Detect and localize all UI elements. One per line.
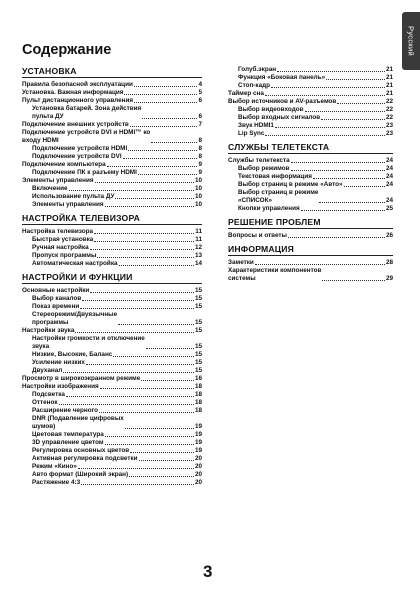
dot-leader	[291, 170, 385, 171]
dot-leader	[115, 198, 194, 199]
toc-entry-title: Установка батарей. Зона действия пульта ДУ	[32, 105, 142, 120]
toc-list	[228, 232, 393, 240]
toc-entry[interactable]	[22, 471, 202, 479]
toc-entry[interactable]	[22, 447, 202, 455]
section-heading: РЕШЕНИЕ ПРОБЛЕМ	[228, 217, 393, 229]
toc-section	[22, 213, 202, 268]
toc-entry-page: 20	[194, 455, 202, 462]
toc-entry-page: 10	[194, 201, 202, 208]
toc-entry-title: Lip Sync	[238, 130, 265, 137]
toc-entry-title: Быстрая установка	[32, 236, 94, 243]
dot-leader	[78, 468, 194, 469]
toc-entry[interactable]	[228, 259, 393, 267]
toc-entry-page: 24	[385, 165, 393, 172]
toc-entry-title: Подключение ПК к разъему HDMI	[32, 169, 137, 176]
dot-leader	[146, 348, 194, 349]
toc-entry-title: Выбор страниц в режиме «СПИСОК»	[238, 189, 319, 204]
dot-leader	[322, 280, 385, 281]
toc-entry-title: Просмотр в широкоэкранном режиме	[22, 375, 141, 382]
toc-section	[228, 217, 393, 240]
toc-entry-title: Заметки	[228, 259, 254, 266]
dot-leader	[265, 135, 385, 136]
toc-entry[interactable]	[22, 367, 202, 375]
toc-entry-page: 20	[194, 463, 202, 470]
dot-leader	[97, 257, 194, 258]
dot-leader	[90, 292, 194, 293]
section-heading: ИНФОРМАЦИЯ	[228, 244, 393, 256]
toc-entry[interactable]	[228, 165, 393, 173]
toc-entry[interactable]	[22, 81, 202, 89]
toc-entry[interactable]	[228, 122, 393, 130]
dot-leader	[301, 210, 385, 211]
toc-entry[interactable]	[228, 106, 393, 114]
toc-entry[interactable]	[22, 145, 202, 153]
toc-entry[interactable]	[22, 327, 202, 335]
toc-entry-title: Подключение внешних устройств	[22, 121, 129, 128]
toc-entry[interactable]	[228, 181, 393, 189]
toc-entry-page: 15	[194, 295, 202, 302]
toc-entry-title: Выбор видеовходов	[238, 106, 304, 113]
toc-entry-title: Использование пульта ДУ	[32, 193, 115, 200]
toc-section	[228, 66, 393, 138]
toc-entry-title: Правила безопасной эксплуатации	[22, 81, 133, 88]
toc-entry[interactable]	[22, 439, 202, 447]
toc-entry-title: Ручная настройка	[32, 244, 89, 251]
toc-entry-page: 15	[194, 343, 202, 350]
toc-entry[interactable]	[22, 431, 202, 439]
toc-entry[interactable]	[22, 479, 202, 487]
toc-entry[interactable]	[228, 130, 393, 138]
toc-entry-title: Подсветка	[32, 391, 65, 398]
toc-entry-title: Подключение компьютера	[22, 161, 106, 168]
dot-leader	[139, 460, 194, 461]
toc-entry-title: Двуханал	[32, 367, 63, 374]
dot-leader	[105, 444, 194, 445]
toc-entry[interactable]	[22, 287, 202, 295]
toc-entry-title: Включение	[32, 185, 68, 192]
toc-entry-page: 20	[194, 471, 202, 478]
dot-leader	[59, 404, 194, 405]
toc-list	[228, 66, 393, 138]
toc-entry-title: Функция «Боковая панель»	[238, 74, 326, 81]
toc-entry[interactable]	[228, 74, 393, 82]
toc-entry-page: 15	[194, 303, 202, 310]
toc-entry-page: 8	[198, 137, 202, 144]
section-heading: УСТАНОВКА	[22, 66, 202, 78]
dot-leader	[69, 190, 194, 191]
toc-entry-page: 10	[194, 193, 202, 200]
toc-entry-page: 25	[385, 205, 393, 212]
toc-entry-page: 24	[385, 197, 393, 204]
toc-entry[interactable]	[22, 129, 202, 145]
toc-entry[interactable]	[228, 189, 393, 205]
toc-entry[interactable]	[22, 415, 202, 431]
toc-entry-title: Вопросы и ответы	[228, 232, 287, 239]
toc-entry-title: Кнопки управления	[238, 205, 300, 212]
dot-leader	[313, 178, 385, 179]
dot-leader	[319, 202, 384, 203]
dot-leader	[326, 79, 385, 80]
dot-leader	[128, 150, 197, 151]
dot-leader	[130, 452, 194, 453]
toc-entry-title: Выбор страниц в режиме «Авто»	[238, 181, 343, 188]
toc-entry-page: 18	[194, 407, 202, 414]
toc-entry-title: Авто формат (Широкий экран)	[32, 471, 129, 478]
toc-list	[22, 228, 202, 268]
toc-entry-page: 15	[194, 351, 202, 358]
dot-leader	[141, 380, 194, 381]
toc-entry-title: Автоматическая настройка	[32, 260, 118, 267]
dot-leader	[151, 142, 197, 143]
dot-leader	[305, 111, 385, 112]
dot-leader	[94, 233, 194, 234]
toc-entry[interactable]	[22, 105, 202, 121]
toc-entry[interactable]	[22, 463, 202, 471]
dot-leader	[82, 300, 194, 301]
toc-entry-title: DNR (Подавление цифровых шумов)	[32, 415, 124, 430]
dot-leader	[80, 308, 194, 309]
toc-entry-page: 9	[198, 161, 202, 168]
dot-leader	[129, 476, 194, 477]
toc-entry-page: 14	[194, 260, 202, 267]
dot-leader	[99, 412, 194, 413]
toc-entry-title: Таймер сна	[228, 90, 264, 97]
toc-entry-title: Подключение устройств HDMI	[32, 145, 128, 152]
toc-entry-page: 24	[385, 173, 393, 180]
toc-entry-page: 24	[385, 181, 393, 188]
toc-entry-title: Усиление низких	[32, 359, 85, 366]
toc-entry-title: Характеристики компонентов системы	[228, 267, 322, 282]
toc-entry[interactable]	[22, 383, 202, 391]
toc-entry[interactable]	[228, 98, 393, 106]
toc-entry-page: 19	[194, 447, 202, 454]
toc-entry[interactable]	[22, 335, 202, 351]
toc-entry[interactable]	[22, 177, 202, 185]
toc-entry[interactable]	[228, 267, 393, 283]
toc-entry-page: 19	[194, 439, 202, 446]
dot-leader	[94, 241, 194, 242]
toc-entry-page: 23	[385, 130, 393, 137]
dot-leader	[86, 364, 194, 365]
dot-leader	[100, 388, 194, 389]
language-label: Русский	[406, 26, 416, 56]
toc-list	[22, 287, 202, 487]
toc-entry-page: 6	[198, 113, 202, 120]
toc-entry-page: 21	[385, 90, 393, 97]
toc-entry-title: Расширение черного	[32, 407, 99, 414]
toc-entry[interactable]	[22, 351, 202, 359]
toc-section	[228, 244, 393, 283]
dot-leader	[255, 264, 385, 265]
toc-list	[228, 157, 393, 213]
toc-entry[interactable]	[22, 455, 202, 463]
toc-entry[interactable]	[228, 90, 393, 98]
toc-entry[interactable]	[22, 295, 202, 303]
toc-entry-page: 4	[198, 81, 202, 88]
toc-entry-title: Подключение устройств DVI и HDMI™ ко входу HDMI	[22, 129, 151, 144]
toc-entry[interactable]	[22, 121, 202, 129]
dot-leader	[291, 162, 385, 163]
toc-entry[interactable]	[22, 185, 202, 193]
toc-entry[interactable]	[22, 303, 202, 311]
dot-leader	[66, 396, 194, 397]
toc-entry[interactable]	[22, 228, 202, 236]
toc-entry-title: Оттенок	[32, 399, 58, 406]
toc-entry-page: 22	[385, 114, 393, 121]
dot-leader	[105, 206, 194, 207]
toc-entry-page: 7	[198, 121, 202, 128]
toc-entry[interactable]	[228, 157, 393, 165]
toc-entry-page: 23	[385, 122, 393, 129]
dot-leader	[63, 372, 194, 373]
toc-entry-page: 28	[385, 259, 393, 266]
toc-section	[22, 66, 202, 209]
toc-entry-page: 21	[385, 74, 393, 81]
page-title: Содержание	[22, 42, 112, 58]
dot-leader	[95, 182, 194, 183]
toc-entry-page: 6	[198, 97, 202, 104]
toc-entry-page: 26	[385, 232, 393, 239]
toc-entry-title: Настройки громкости и отключение звука	[32, 335, 145, 350]
toc-entry[interactable]	[228, 66, 393, 74]
toc-entry[interactable]	[22, 399, 202, 407]
dot-leader	[123, 158, 198, 159]
toc-entry[interactable]	[22, 391, 202, 399]
toc-entry[interactable]	[22, 153, 202, 161]
toc-entry-title: Пульт дистанционного управления	[22, 97, 134, 104]
dot-leader	[113, 356, 194, 357]
toc-section	[22, 272, 202, 487]
toc-entry-page: 15	[194, 359, 202, 366]
toc-entry[interactable]	[22, 89, 202, 97]
dot-leader	[125, 428, 194, 429]
toc-entry-title: Голуб.экран	[238, 66, 277, 73]
section-heading: СЛУЖБЫ ТЕЛЕТЕКСТА	[228, 142, 393, 154]
toc-entry-title: Пропуск программы	[32, 252, 97, 259]
toc-entry-page: 10	[194, 177, 202, 184]
toc-entry-page: 11	[195, 236, 202, 243]
toc-entry-page: 19	[194, 431, 202, 438]
dot-leader	[105, 436, 194, 437]
dot-leader	[107, 166, 198, 167]
toc-entry-title: Цветовая температура	[32, 431, 104, 438]
toc-entry[interactable]	[22, 407, 202, 415]
toc-entry-page: 22	[385, 98, 393, 105]
dot-leader	[130, 126, 198, 127]
toc-entry[interactable]	[22, 236, 202, 244]
toc-entry-title: Регулировка основных цветов	[32, 447, 130, 454]
dot-leader	[265, 95, 385, 96]
toc-entry-title: Звук HDMI1	[238, 122, 274, 129]
toc-entry-page: 16	[194, 375, 202, 382]
dot-leader	[124, 94, 197, 95]
toc-entry[interactable]	[22, 201, 202, 209]
dot-leader	[337, 103, 385, 104]
toc-entry-title: Текстовая информация	[238, 173, 312, 180]
toc-entry-page: 11	[195, 228, 202, 235]
toc-entry-title: Показ времени	[32, 303, 80, 310]
dot-leader	[138, 174, 198, 175]
toc-left-column	[22, 66, 202, 491]
dot-leader	[90, 249, 194, 250]
language-tab	[402, 12, 420, 70]
toc-entry-page: 10	[194, 185, 202, 192]
dot-leader	[118, 324, 194, 325]
toc-entry-title: Настройки звука	[22, 327, 75, 334]
toc-entry[interactable]	[228, 205, 393, 213]
dot-leader	[277, 71, 385, 72]
toc-entry[interactable]	[228, 114, 393, 122]
toc-entry-title: Выбор каналов	[32, 295, 82, 302]
toc-entry-title: 3D управление цветом	[32, 439, 104, 446]
section-heading: НАСТРОЙКА ТЕЛЕВИЗОРА	[22, 213, 202, 225]
toc-entry-title: Службы телетекста	[228, 157, 290, 164]
dot-leader	[271, 87, 385, 88]
toc-entry-page: 8	[198, 145, 202, 152]
toc-entry[interactable]	[22, 193, 202, 201]
page-number: 3	[203, 562, 213, 581]
toc-entry-page: 5	[198, 89, 202, 96]
toc-entry-page: 15	[194, 319, 202, 326]
toc-entry-title: Низкие, Высокие, Баланс	[32, 351, 113, 358]
toc-entry-page: 29	[385, 275, 393, 282]
toc-entry-page: 20	[194, 479, 202, 486]
toc-list	[22, 81, 202, 209]
toc-entry[interactable]	[22, 311, 202, 327]
dot-leader	[134, 86, 198, 87]
toc-entry-title: Активная регулировка подсветки	[32, 455, 138, 462]
toc-entry[interactable]	[22, 252, 202, 260]
toc-entry[interactable]	[228, 82, 393, 90]
dot-leader	[134, 102, 197, 103]
toc-entry[interactable]	[22, 97, 202, 105]
dot-leader	[344, 186, 385, 187]
toc-entry-title: Основные настройки	[22, 287, 90, 294]
toc-entry-page: 15	[194, 287, 202, 294]
toc-entry-title: Выбор режимов	[238, 165, 290, 172]
toc-entry-title: Настройка телевизора	[22, 228, 94, 235]
toc-entry-page: 8	[198, 153, 202, 160]
toc-entry-title: Элементы управления	[32, 201, 104, 208]
toc-entry-page: 21	[385, 66, 393, 73]
toc-entry-title: Выбор источников и AV-разъемов	[228, 98, 337, 105]
toc-entry-title: Стоп-кадр	[238, 82, 271, 89]
toc-entry[interactable]	[22, 161, 202, 169]
toc-entry-title: Стереорежим/Двуязычные программы	[32, 311, 118, 326]
dot-leader	[288, 237, 385, 238]
toc-section	[228, 142, 393, 213]
toc-entry-page: 24	[385, 157, 393, 164]
toc-entry-page: 22	[385, 106, 393, 113]
toc-right-column	[228, 66, 393, 287]
toc-entry[interactable]	[22, 260, 202, 268]
dot-leader	[75, 332, 194, 333]
toc-entry-page: 18	[194, 391, 202, 398]
dot-leader	[119, 265, 194, 266]
toc-entry-page: 15	[194, 367, 202, 374]
toc-entry[interactable]	[228, 173, 393, 181]
toc-entry-title: Растяжение 4:3	[32, 479, 81, 486]
toc-entry-page: 15	[194, 327, 202, 334]
toc-entry-title: Настройки изображения	[22, 383, 99, 390]
toc-entry-page: 18	[194, 383, 202, 390]
dot-leader	[81, 484, 194, 485]
toc-entry-title: Установка. Важная информация	[22, 89, 124, 96]
toc-entry[interactable]	[228, 232, 393, 240]
toc-list	[228, 259, 393, 283]
toc-entry-page: 9	[198, 169, 202, 176]
toc-entry[interactable]	[22, 359, 202, 367]
toc-entry-title: Элементы управления	[22, 177, 94, 184]
toc-entry[interactable]	[22, 169, 202, 177]
toc-entry-page: 19	[194, 423, 202, 430]
toc-entry-page: 12	[194, 244, 202, 251]
toc-entry-title: Подключение устройств DVI	[32, 153, 122, 160]
toc-entry[interactable]	[22, 375, 202, 383]
toc-entry-title: Режим «Кино»	[32, 463, 77, 470]
dot-leader	[321, 119, 385, 120]
toc-entry-page: 13	[194, 252, 202, 259]
toc-entry-page: 21	[385, 82, 393, 89]
toc-entry[interactable]	[22, 244, 202, 252]
dot-leader	[142, 118, 197, 119]
section-heading: НАСТРОЙКИ И ФУНКЦИИ	[22, 272, 202, 284]
toc-entry-title: Выбор входных сигналов	[238, 114, 321, 121]
dot-leader	[275, 127, 385, 128]
toc-entry-page: 18	[194, 399, 202, 406]
